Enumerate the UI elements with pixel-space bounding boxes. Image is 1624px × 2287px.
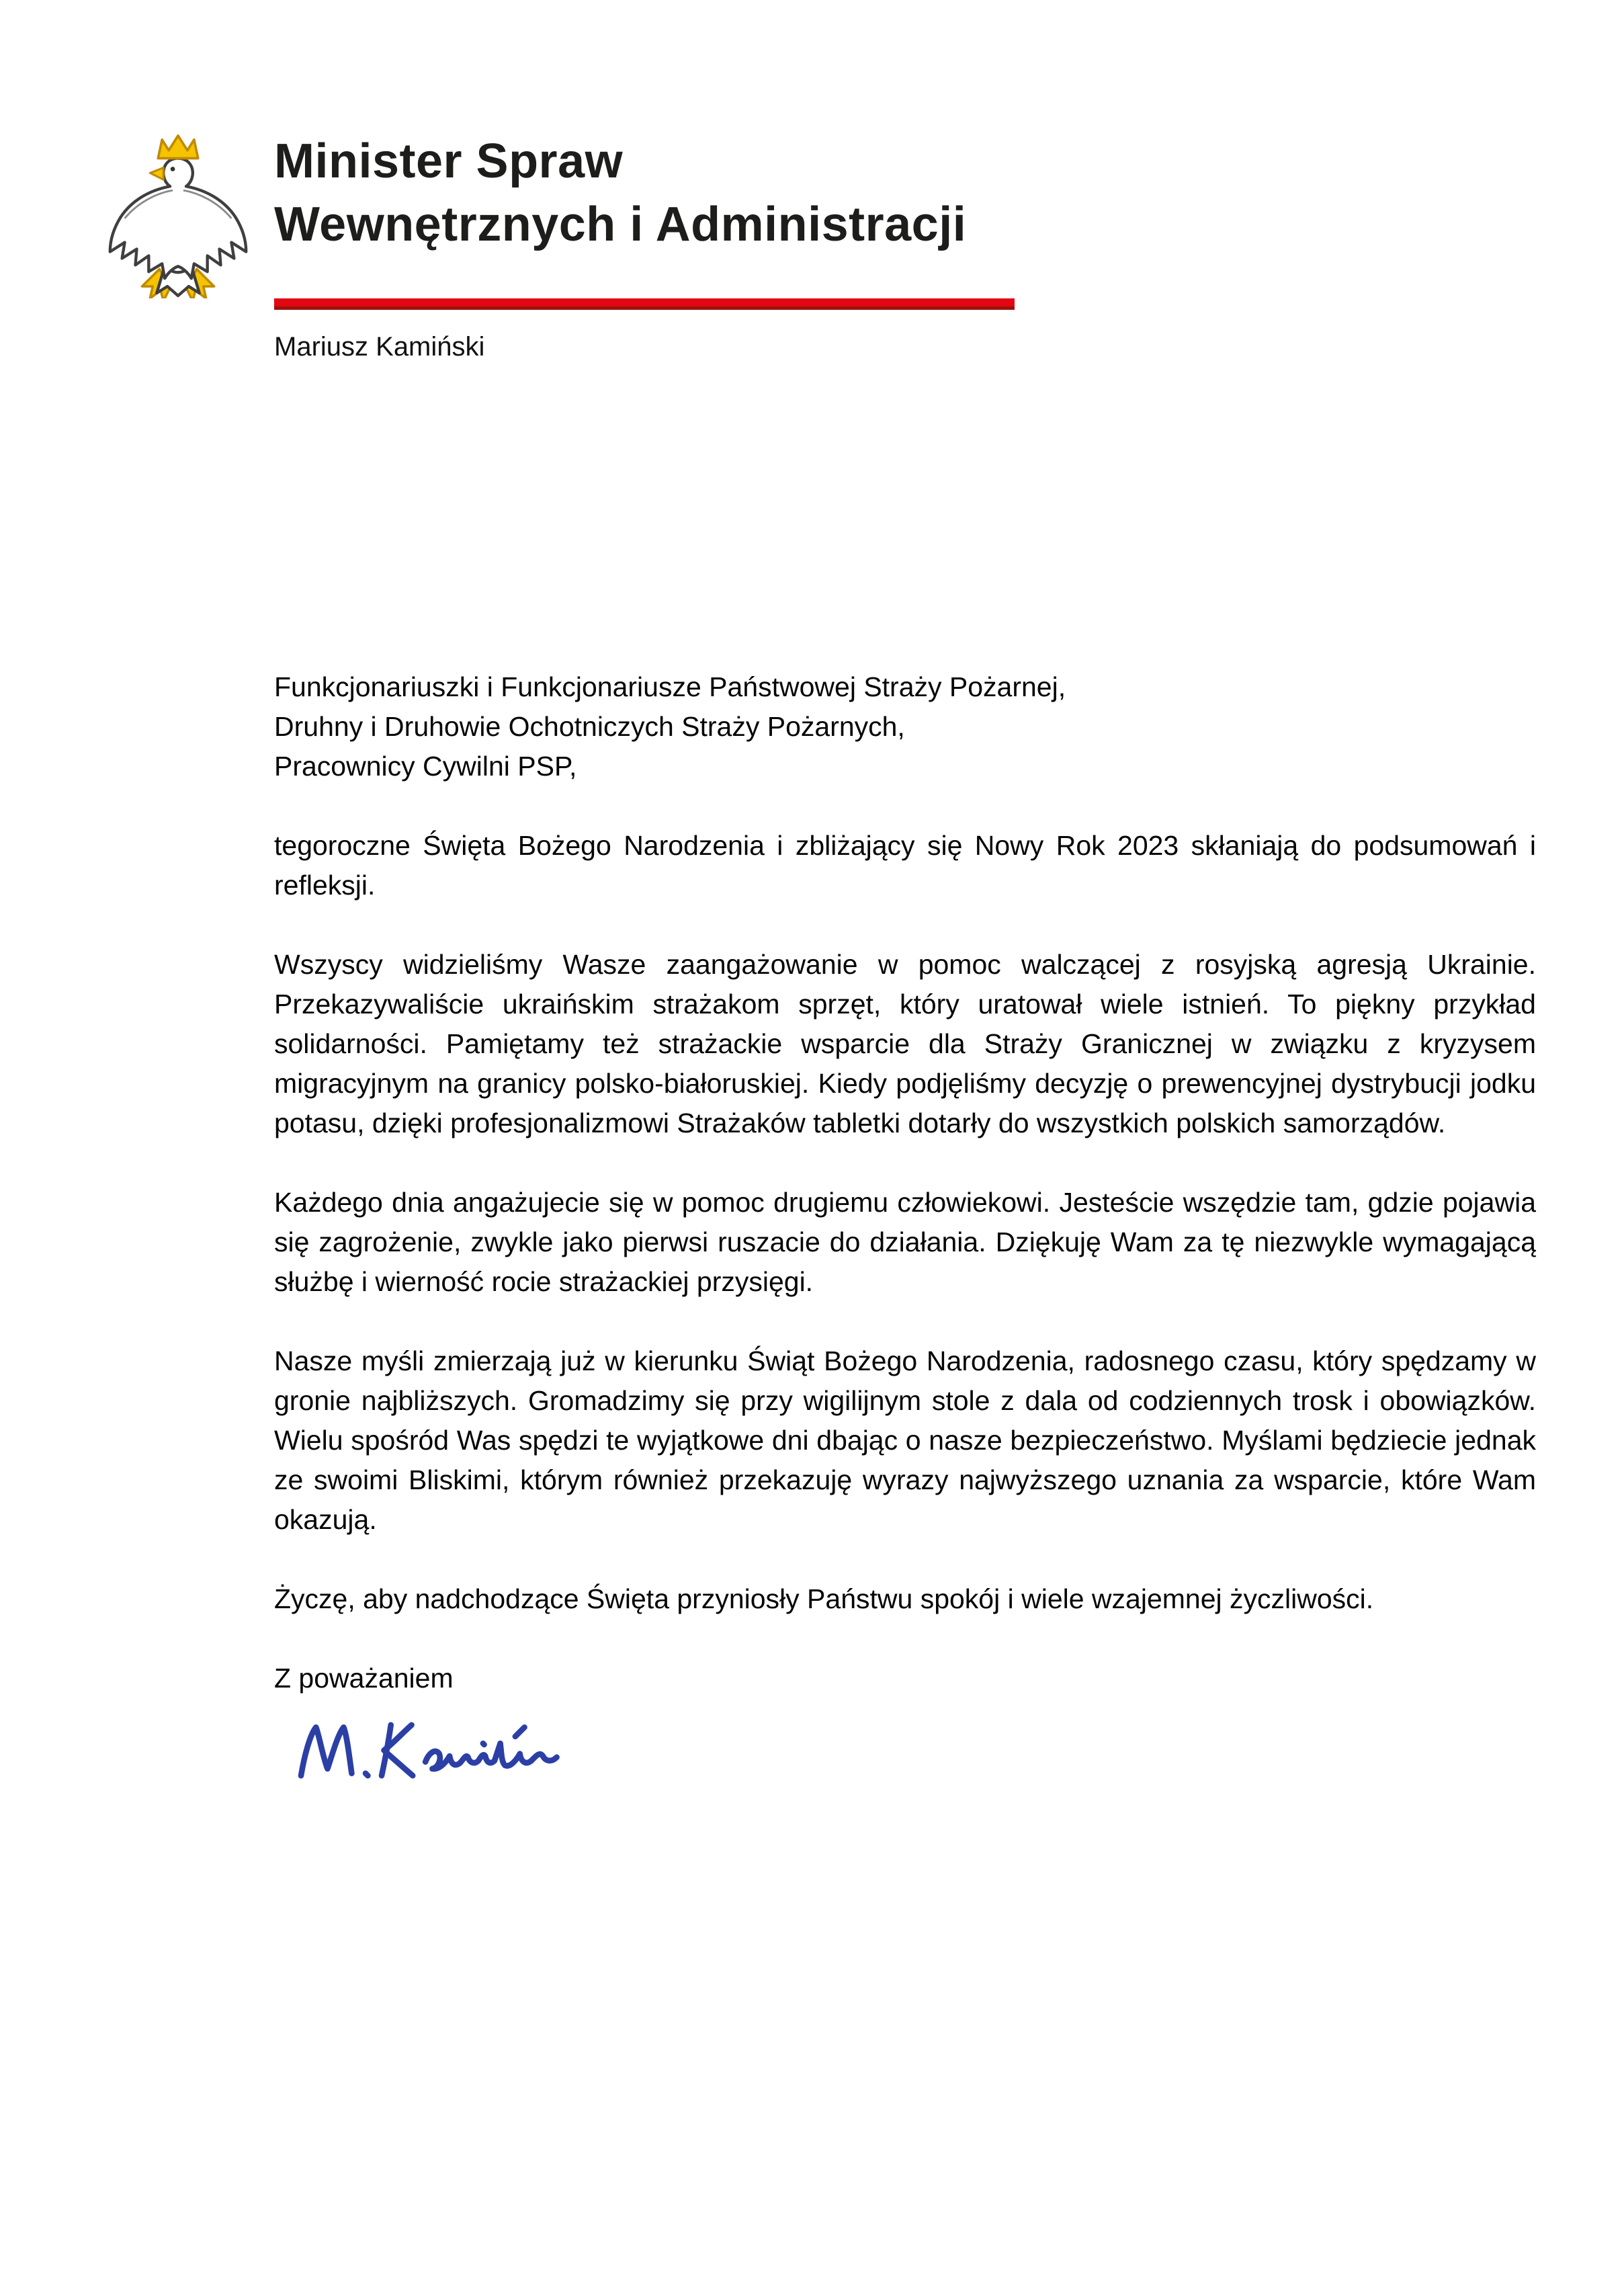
closing-phrase: Z poważaniem: [274, 1663, 454, 1694]
letter-body: [274, 667, 1536, 1796]
salutation-block: [274, 667, 1536, 786]
salutation-line: Druhny i Druhowie Ochotniczych Straży Pożarnych,: [274, 711, 905, 742]
red-divider: [274, 298, 1015, 310]
letterhead-title-line1: Minister Spraw: [274, 134, 624, 188]
salutation-line: Pracownicy Cywilni PSP,: [274, 751, 577, 782]
salutation-line: Funkcjonariuszki i Funkcjonariusze Państwowej Straży Pożarnej,: [274, 671, 1066, 702]
letterhead-title-line2: Wewnętrznych i Administracji: [274, 198, 967, 251]
letter-paragraph: Każdego dnia angażujecie się w pomoc drugiemu człowiekowi. Jesteście wszędzie tam, gdzie pojawia się zagrożenie, zwykle jako pierwsi ruszacie do działania. Dziękuję Wam za tę niezwykle wymagającą służbę i wierność rocie strażackiej przysięgi.: [274, 1187, 1536, 1297]
red-divider-thin-line: [274, 306, 1015, 310]
polish-eagle-emblem-icon: [94, 122, 262, 298]
minister-name: Mariusz Kamiński: [274, 332, 485, 362]
letter-paragraph: tegoroczne Święta Bożego Narodzenia i zbliżający się Nowy Rok 2023 skłaniają do podsumowań i refleksji.: [274, 830, 1536, 901]
letter-paragraph: Życzę, aby nadchodzące Święta przyniosły Państwu spokój i wiele wzajemnej życzliwości.: [274, 1583, 1374, 1614]
letter-paragraph: Wszyscy widzieliśmy Wasze zaangażowanie w pomoc walczącej z rosyjską agresją Ukrainie. Przekazywaliście ukraińskim strażakom sprzęt, który uratował wiele istnień. To piękny przykład solidarności. Pamiętamy też strażackie wsparcie dla Straży Granicznej w związku z kryzysem migracyjnym na granicy polsko-białoruskiej. Kiedy podjęliśmy decyzję o prewencyjnej dystrybucji jodku potasu, dzięki profesjonalizmowi Strażaków tabletki dotarły do wszystkich polskich samorządów.: [274, 949, 1536, 1138]
handwritten-signature: [274, 1716, 650, 1796]
letterhead-title: [274, 130, 966, 256]
letter-paragraphs: [274, 826, 1536, 1619]
red-divider-bar: [274, 298, 1015, 306]
letter-paragraph: Nasze myśli zmierzają już w kierunku Świąt Bożego Narodzenia, radosnego czasu, który spędzamy w gronie najbliższych. Gromadzimy się przy wigilijnym stole z dala od codziennych trosk i obowiązków. Wielu spośród Was spędzi te wyjątkowe dni dbając o nasze bezpieczeństwo. Myślami będziecie jednak ze swoimi Bliskimi, którym również przekazuję wyrazy najwyższego uznania za wsparcie, które Wam okazują.: [274, 1345, 1536, 1535]
